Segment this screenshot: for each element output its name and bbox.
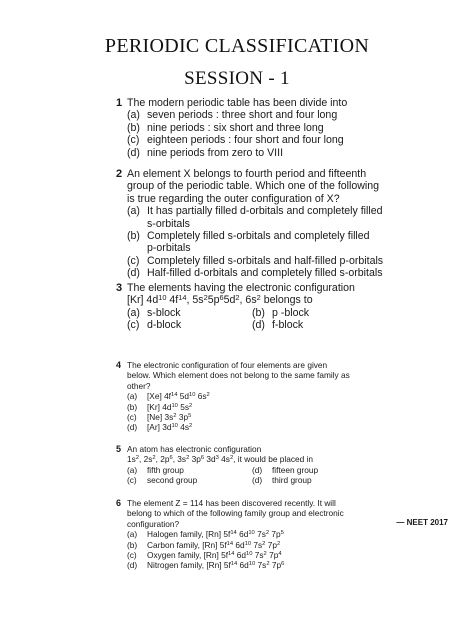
- option-b-continuation: p-orbitals: [147, 242, 191, 255]
- electronic-configuration: [Kr] $4d^{10}$ $4f^{14}$, $5s^25p^65d^2$, $6s^2$ belongs to: [127, 293, 313, 307]
- option-a: (a) s-block: [127, 306, 181, 319]
- question-text-line: below. Which element does not belong to the same family as: [127, 370, 350, 381]
- option-c: (c) second group: [127, 475, 198, 486]
- option-d: (d) Nitrogen family, [Rn] $5f^{14}$ $6d^{10}$ $7s^2$ $7p^6$: [127, 560, 285, 571]
- electronic-configuration: $1s^2$, $2s^2$, $2p^6$, $3s^2$ $3p^6$ $3d^3$ $4s^2$, it would be placed in: [127, 454, 313, 465]
- question-number: 3: [116, 282, 123, 294]
- option-d-fifteen: (d) fifteen group: [252, 464, 319, 475]
- question-number: 2: [116, 168, 123, 180]
- option-c: (c) eighteen periods : four short and four long: [127, 134, 344, 147]
- question-5: [116, 444, 456, 486]
- question-text-line: An element X belongs to fourth period and fifteenth: [127, 168, 367, 180]
- option-a: (a) Halogen family, [Rn] $5f^{14}$ $6d^{10}$ $7s^2$ $7p^5$: [127, 529, 284, 540]
- question-text-line: is true regarding the outer configuration of X?: [127, 192, 340, 205]
- option-b: (b) Completely filled s-orbitals and completely filled: [127, 230, 370, 243]
- question-text-line: The electronic configuration of four elements are given: [127, 360, 328, 370]
- option-b: (b) [Kr] $4d^{10}$ $5s^2$: [127, 401, 193, 412]
- option-d: (d) f-block: [252, 319, 304, 332]
- question-text-line: An atom has electronic configuration: [127, 444, 262, 454]
- option-d: (d) [Ar] $3d^{10}$ $4s^2$: [127, 422, 193, 433]
- option-a: (a) [Xe] $4f^{14}$ $5d^{10}$ $6s^2$: [127, 391, 210, 402]
- option-c: (c) [Ne] $3s^2$ $3p^5$: [127, 412, 192, 423]
- question-text-line: configuration?: [127, 518, 180, 529]
- page-title: PERIODIC CLASSIFICATION: [104, 35, 370, 57]
- question-text-line: group of the periodic table. Which one of the following: [127, 180, 380, 193]
- option-a: (a) fifth group: [127, 464, 184, 475]
- options-grid: [127, 307, 456, 332]
- question-text: The modern periodic table has been divide into: [127, 97, 348, 109]
- question-number: 4: [116, 360, 122, 370]
- question-number: 5: [116, 444, 122, 454]
- question-4: [116, 360, 456, 433]
- exam-tag: — NEET 2017: [396, 518, 448, 527]
- question-text-line: The elements having the electronic configuration: [127, 282, 355, 294]
- question-2: [116, 168, 456, 280]
- question-3: [116, 282, 456, 332]
- option-d: (d) nine periods from zero to VIII: [127, 146, 284, 159]
- option-b: (b) nine periods : six short and three long: [127, 121, 324, 134]
- option-a: (a) It has partially filled d-orbitals and completely filled: [127, 205, 383, 218]
- question-number: 6: [116, 498, 122, 508]
- question-text-line: The element Z = 114 has been discovered recently. It will: [127, 498, 336, 508]
- option-d: (d) third group: [252, 475, 312, 486]
- question-text-line: belong to which of the following family group and electronic: [127, 508, 344, 519]
- option-c: (c) d-block: [127, 319, 182, 332]
- question-6: [116, 498, 456, 571]
- option-c: (c) Completely filled s-orbitals and half-filled p-orbitals: [127, 254, 384, 267]
- option-b: (b) Carbon family, [Rn] $5f^{14}$ $6d^{10}$ $7s^2$ $7p^2$: [127, 539, 281, 550]
- option-d: (d) Half-filled d-orbitals and completely filled s-orbitals: [127, 267, 383, 280]
- options-grid: [127, 465, 456, 486]
- question-number: 1: [116, 97, 123, 109]
- option-b: (b) p -block: [252, 306, 310, 319]
- option-c: (c) Oxygen family, [Rn] $5f^{14}$ $6d^{10}$ $7s^2$ $7p^4$: [127, 550, 282, 561]
- session-heading: SESSION - 1: [184, 68, 290, 89]
- question-text-line: other?: [127, 380, 151, 391]
- option-a: (a) seven periods : three short and four long: [127, 109, 338, 122]
- option-a-continuation: s-orbitals: [147, 217, 190, 230]
- question-1: [116, 97, 456, 159]
